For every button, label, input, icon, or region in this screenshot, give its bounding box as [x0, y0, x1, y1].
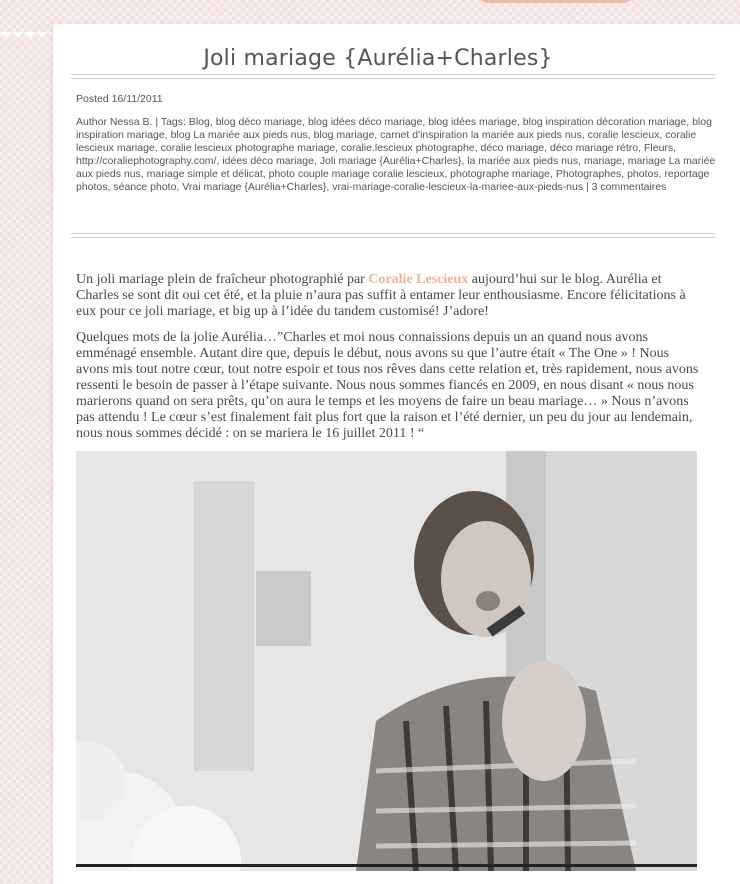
- comments-link[interactable]: 3 commentaires: [591, 181, 667, 193]
- tag-link[interactable]: Fleurs: [643, 142, 674, 154]
- tag-link[interactable]: mariage La mariée aux pieds nus: [76, 155, 716, 180]
- wedding-photo: [76, 451, 697, 871]
- quote-paragraph: Quelques mots de la jolie Aurélia…”Charles et moi nous connaissions depuis un an quand nous avons emménagé ensemble. Autant dire que, depuis le début, nous avons su que l’autre était « The One » ! Nous avons mis tout notre cœur, tout notre espoir et tous nos rêves dans cette relation et, très rapidement, nous avons ressenti le besoin de passer à l’étape suivante. Nous nous sommes fiancés en 2009, en nous disant « nous nous marierons quand on sera prêts, qu’on aura le temps et les moyens de faire un beau mariage… » Nous n’avons pas attendu ! Le cœur s’est finalement fait plus fort que la raison et l’été dernier, un peu du jour au lendemain, nous nous sommes décidé : on se mariera le 16 juillet 2011 ! “: [76, 330, 699, 441]
- tag-link[interactable]: photo couple mariage coralie lescieux: [268, 168, 445, 180]
- blog-post: [52, 24, 740, 884]
- post-meta: Author Nessa B. | Tags: Blog, blog déco mariage, blog idées déco mariage, blog idées mariage, blog inspiration décoration mariage, blog inspiration mariage, blog La mariée aux pieds nus, blog mariage, carnet d'inspiration la mariée aux pieds nus, coralie lescieux, coralie lescieux mariage, coralie lescieux photographe mariage, coralie.lescieux photographe, déco mariage, déco mariage rétro, Fleurs, http://coraliephotography.com/, idées déco mariage, Joli mariage {Aurélia+Charles}, la mariée aux pieds nus, mariage, mariage La mariée aux pieds nus, mariage simple et délicat, photo couple mariage coralie lescieux, photographe mariage, Photographes, photos, reportage photos, séance photo, Vrai mariage {Aurélia+Charles}, vrai-mariage-coralie-lescieux-la-mariee-aux-pieds-nus | 3 commentaires: [76, 116, 716, 193]
- tag-link[interactable]: coralie lescieux photographe mariage: [160, 142, 336, 154]
- tag-link[interactable]: mariage simple et délicat: [146, 168, 263, 180]
- tag-link[interactable]: photos: [627, 168, 659, 180]
- tag-link[interactable]: Vrai mariage {Aurélia+Charles}: [182, 181, 327, 193]
- meta-divider: [71, 233, 715, 238]
- tag-link[interactable]: coralie lescieux: [587, 129, 660, 141]
- tag-link[interactable]: Photographes: [555, 168, 622, 180]
- tag-link[interactable]: Blog: [188, 116, 210, 128]
- tag-link[interactable]: blog idées déco mariage: [307, 116, 423, 128]
- bride-makeup-photo: [76, 451, 697, 871]
- author-label: Author Nessa B. | Tags:: [76, 116, 189, 128]
- tag-link[interactable]: carnet d'inspiration la mariée aux pieds nus: [380, 129, 582, 141]
- tag-link[interactable]: Joli mariage {Aurélia+Charles}: [319, 155, 462, 167]
- tag-link[interactable]: séance photo: [113, 181, 177, 193]
- tag-link[interactable]: reportage photos: [76, 168, 710, 193]
- decorative-zigzag: [0, 32, 60, 46]
- tag-link[interactable]: blog inspiration mariage: [76, 116, 712, 141]
- tag-link[interactable]: déco mariage rétro: [550, 142, 639, 154]
- tag-link[interactable]: la mariée aux pieds nus: [467, 155, 579, 167]
- tag-link[interactable]: coralie lescieux mariage: [76, 129, 697, 154]
- tag-link[interactable]: déco mariage: [480, 142, 545, 154]
- intro-paragraph: Un joli mariage plein de fraîcheur photographié par Coralie Lescieux aujourd’hui sur le blog. Aurélia et Charles se sont dit oui cet été, et la pluie n’aura pas suffit à entamer leur enthousiasme. Encore félicitations à eux pour ce joli mariage, et big up à l’idée du tandem customisé! J’adore!: [76, 272, 686, 319]
- tag-link[interactable]: coralie.lescieux photographe: [341, 142, 475, 154]
- tag-link[interactable]: http://coraliephotography.com/: [76, 155, 217, 167]
- title-divider: [71, 74, 715, 79]
- tag-link[interactable]: blog idées mariage: [428, 116, 517, 128]
- tag-link[interactable]: mariage: [583, 155, 622, 167]
- tag-link[interactable]: vrai-mariage-coralie-lescieux-la-mariee-aux-pieds-nus: [332, 181, 584, 193]
- tag-link[interactable]: blog mariage: [313, 129, 375, 141]
- top-tab: [480, 0, 632, 3]
- tag-link[interactable]: blog La mariée aux pieds nus: [170, 129, 308, 141]
- tag-link[interactable]: blog inspiration décoration mariage: [522, 116, 687, 128]
- tag-list: Blog, blog déco mariage, blog idées déco mariage, blog idées mariage, blog inspiration décoration mariage, blog inspiration mariage, blog La mariée aux pieds nus, blog mariage, carnet d'inspiration la mariée aux pieds nus, coralie lescieux, coralie lescieux mariage, coralie lescieux photographe mariage, coralie.lescieux photographe, déco mariage, déco mariage rétro, Fleurs, http://coraliephotography.com/, idées déco mariage, Joli mariage {Aurélia+Charles}, la mariée aux pieds nus, mariage, mariage La mariée aux pieds nus, mariage simple et délicat, photo couple mariage coralie lescieux, photographe mariage, Photographes, photos, reportage photos, séance photo, Vrai mariage {Aurélia+Charles}, vrai-mariage-coralie-lescieux-la-mariee-aux-pieds-nus: [76, 116, 716, 193]
- post-title[interactable]: Joli mariage {Aurélia+Charles}: [203, 46, 553, 71]
- post-date: Posted 16/11/2011: [76, 93, 163, 105]
- tag-link[interactable]: blog déco mariage: [215, 116, 303, 128]
- post-content: [76, 272, 704, 452]
- photographer-link[interactable]: Coralie Lescieux: [368, 272, 469, 287]
- tag-link[interactable]: photographe mariage: [450, 168, 550, 180]
- tag-link[interactable]: idées déco mariage: [222, 155, 314, 167]
